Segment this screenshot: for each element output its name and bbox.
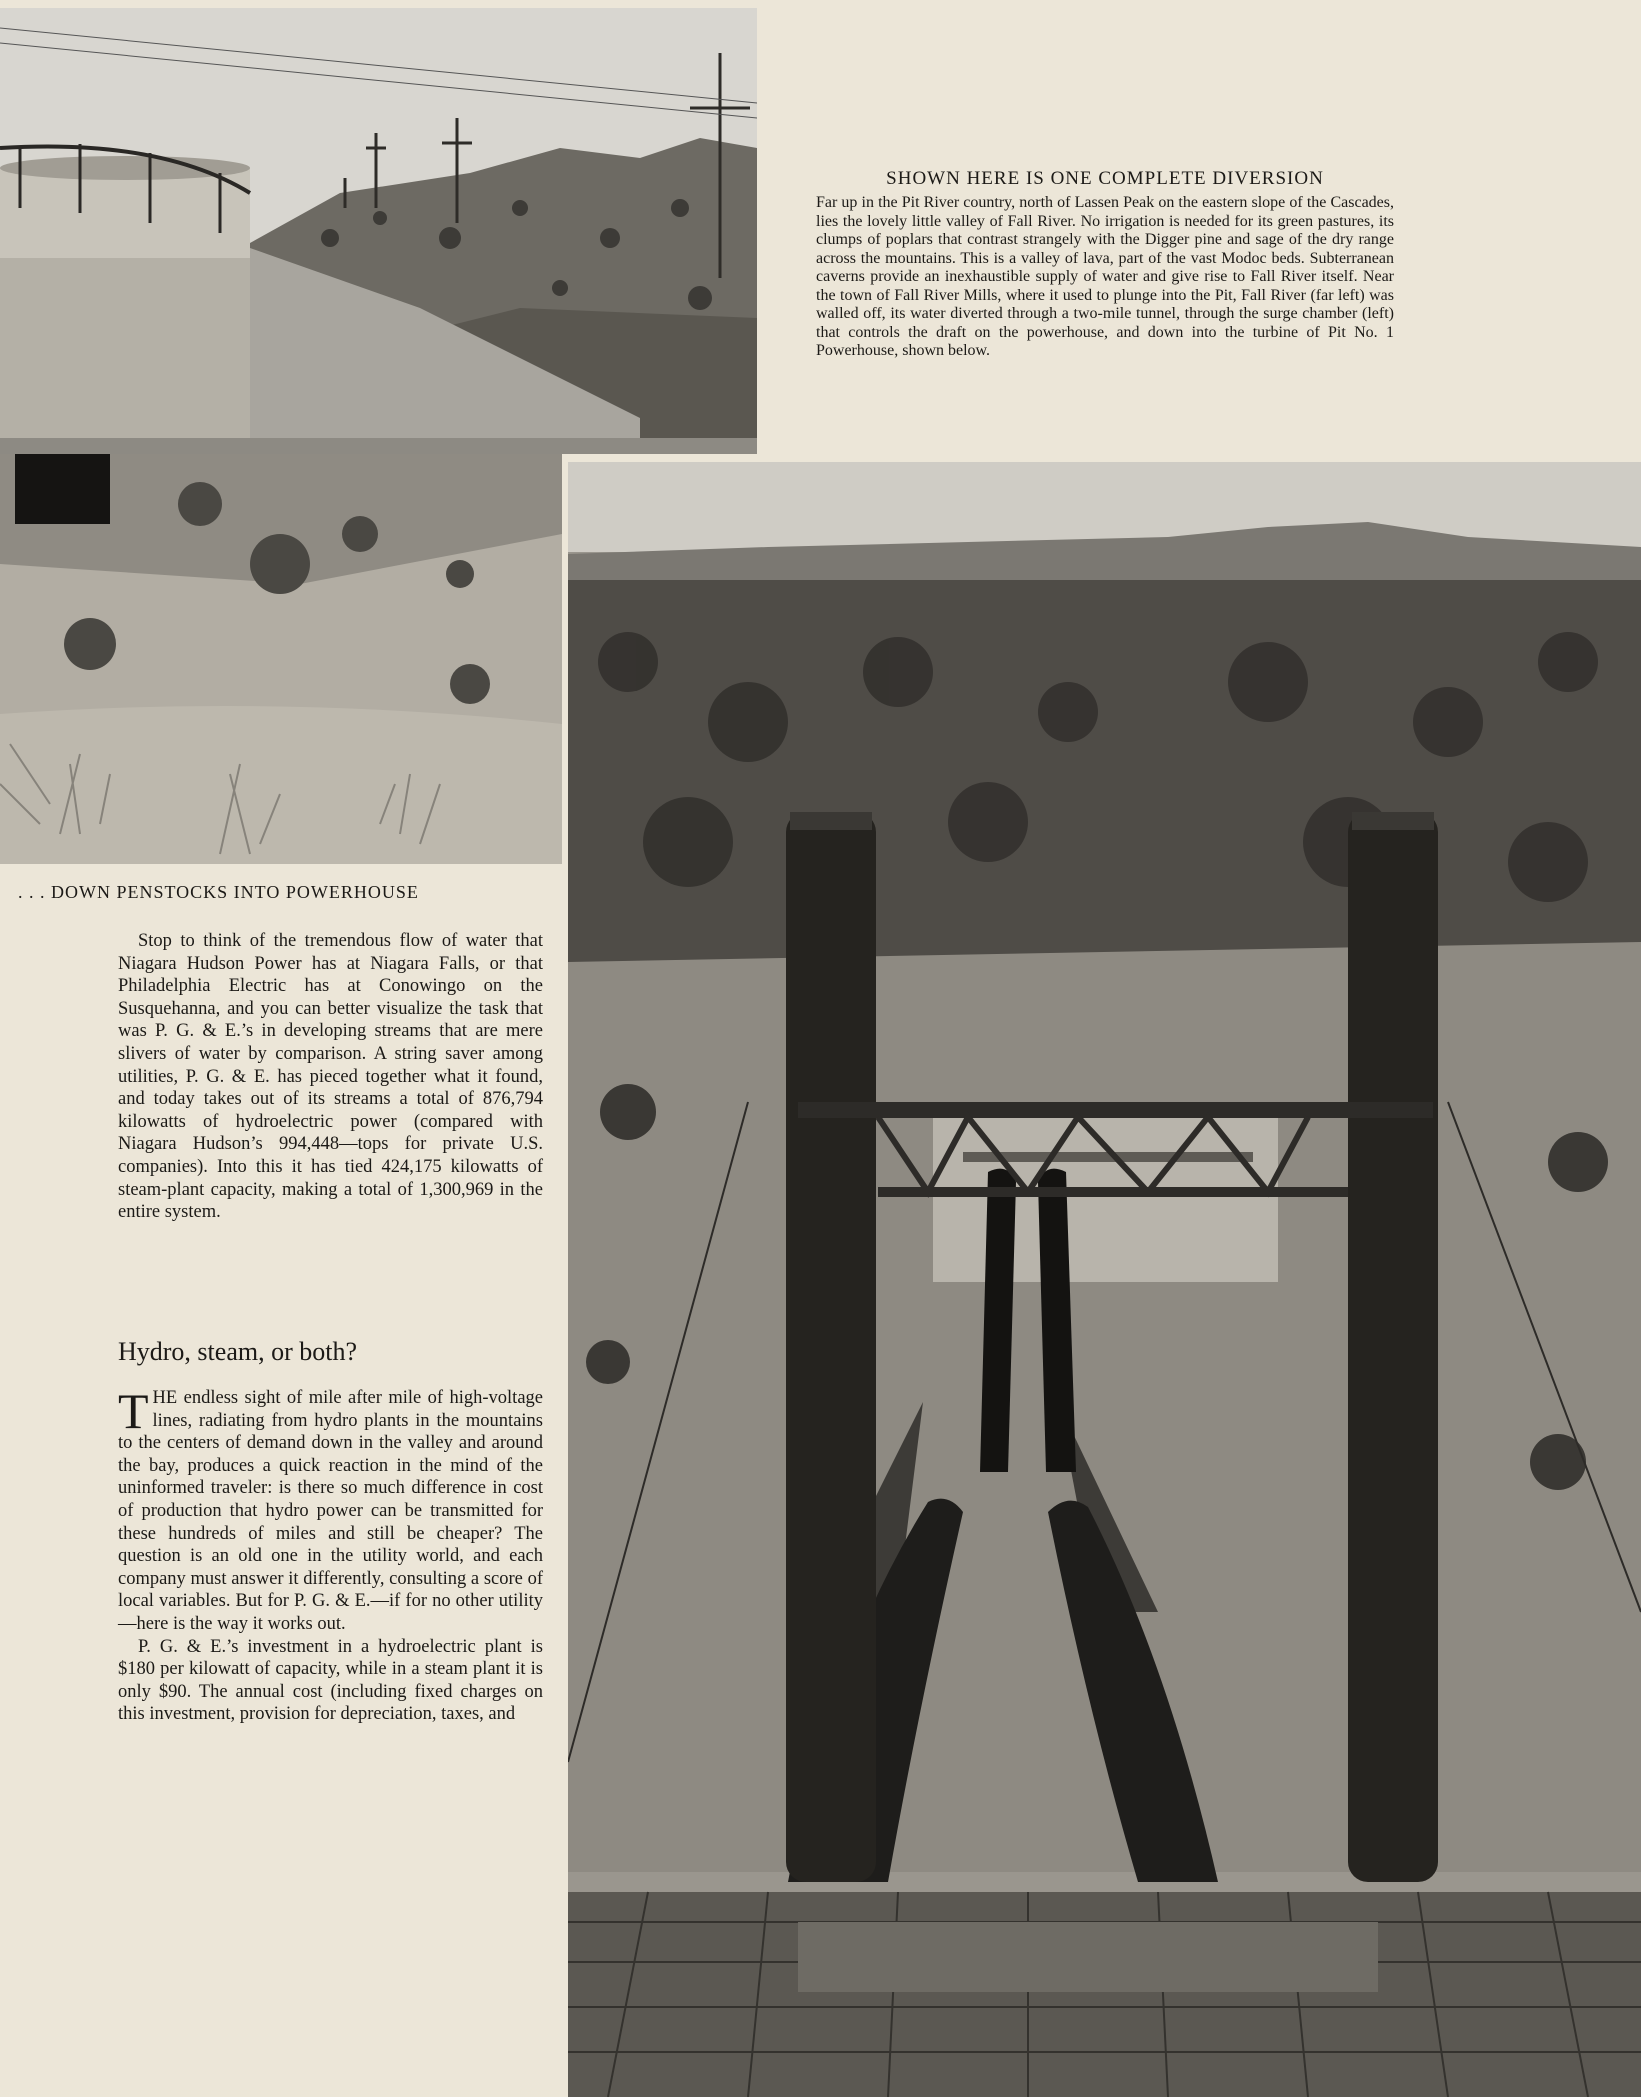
diversion-caption: Far up in the Pit River country, north of Lassen Peak on the eastern slope of the Cascades, lies the lovely little valley of Fall River. No irrigation is needed for its green pastures, its clumps of poplars that contrast strangely with the Digger pine and sage of the dry range across the mountains. This is a valley of lava, part of the vast Modoc beds. Subterranean caverns provide an inexhaustible supply of water and give rise to Fall River itself. Near the town of Fall River Mills, where it used to plunge into the Pit, Fall River (far left) was walled off, its water diverted through a two-mile tunnel, through the surge chamber (left) that controls the draft on the powerhouse, and down into the turbine of Pit No. 1 Powerhouse, shown below.: [816, 194, 1394, 359]
hydro-paragraph-2: P. G. & E.’s investment in a hydroelectric plant is $180 per kilowatt of capacity, while in a steam plant it is only $90. The annual cost (including fixed charges on this investment, provision for depreciation, taxes, and: [118, 1636, 543, 1725]
surge-chamber-photo: [0, 8, 757, 454]
penstocks-label: . . . DOWN PENSTOCKS INTO POWERHOUSE: [18, 882, 419, 902]
penstocks-paragraph: Stop to think of the tremendous flow of water that Niagara Hudson Power has at Niagara Falls, or that Philadelphia Electric has at Conowingo on the Susquehanna, and you can better visualize the task that was P. G. & E.’s in developing streams that are mere slivers of water by comparison. A string saver among utilities, P. G. & E. has pieced together what it found, and today takes out of its streams a total of 876,794 kilowatts of hydroelectric power (compared with Niagara Hudson’s 994,448—tops for private U.S. companies). Into this it has tied 424,175 kilowatts of steam-plant capacity, making a total of 1,300,969 in the entire system.: [118, 931, 543, 1223]
penstocks-photo: [568, 462, 1641, 2097]
drop-cap: T: [118, 1383, 149, 1439]
hillside-photo: [0, 454, 562, 864]
diversion-title: SHOWN HERE IS ONE COMPLETE DIVERSION: [886, 168, 1324, 189]
hydro-body: [118, 1383, 543, 1726]
hydro-heading: Hydro, steam, or both?: [118, 1337, 358, 1366]
hydro-paragraph-1: HE endless sight of mile after mile of high-voltage lines, radiating from hydro plants in the mountains to the centers of demand down in the valley and around the bay, produces a quick reaction in the mind of the uninformed traveler: is there so much difference in cost of production that hydro power can be transmitted for these hundreds of miles and still be cheaper? The question is an old one in the utility world, and each company must answer it differently, consulting a score of local variables. But for P. G. & E.—if for no other utility—here is the way it works out.: [118, 1388, 543, 1634]
